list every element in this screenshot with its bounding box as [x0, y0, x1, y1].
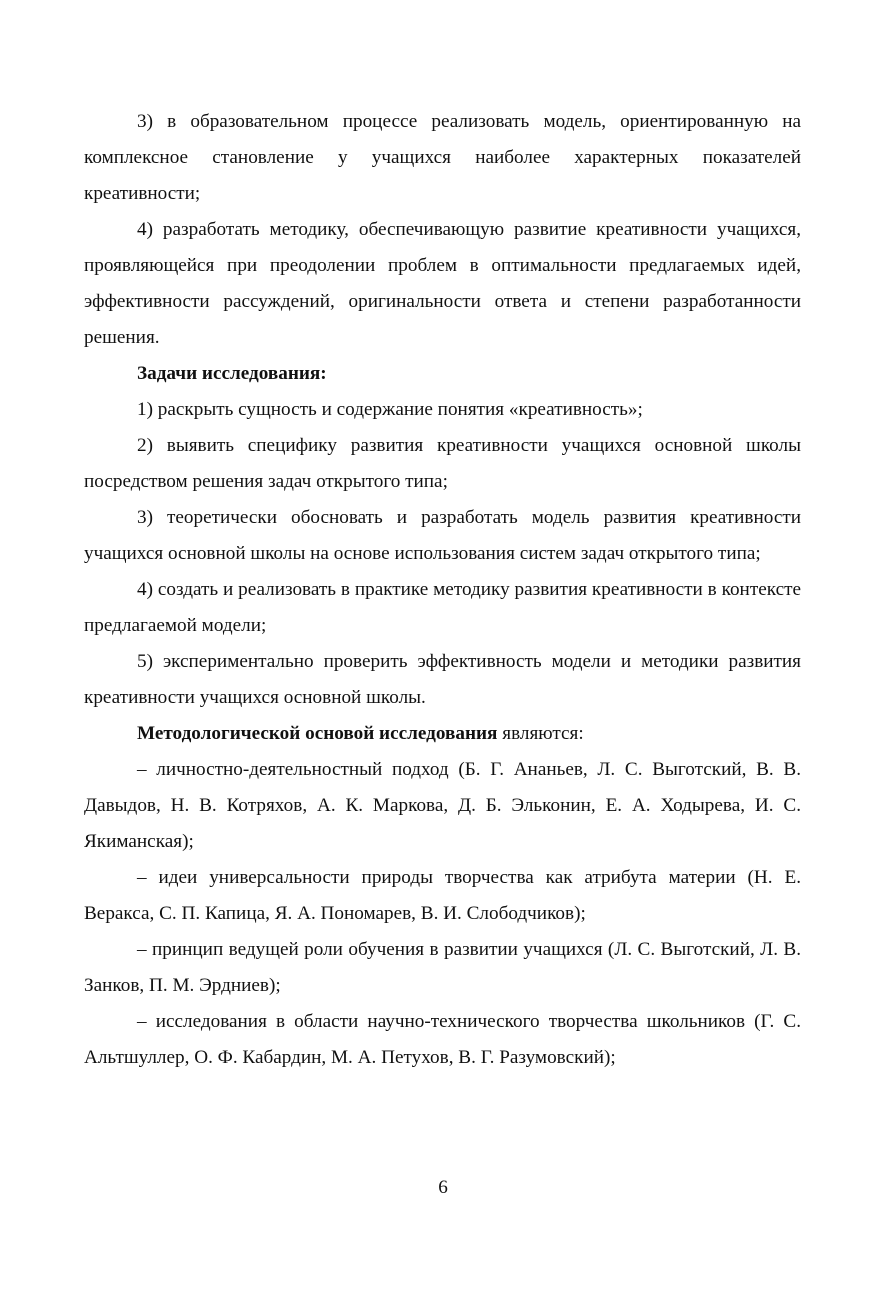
task-item-1: 1) раскрыть сущность и содержание понятия «креативность»; [137, 399, 643, 420]
methodology-heading-bold: Методологической основой исследования [137, 723, 498, 744]
methodology-item-4: – исследования в области научно-технического творчества школьников (Г. С. Альтшуллер, О. Ф. Кабардин, М. А. Петухов, В. Г. Разумовский); [84, 1011, 801, 1068]
document-page [84, 104, 801, 1076]
methodology-heading-rest: являются: [497, 723, 584, 744]
methodology-item-3: – принцип ведущей роли обучения в развитии учащихся (Л. С. Выготский, Л. В. Занков, П. М. Эрдниев); [84, 939, 801, 996]
task-item-2: 2) выявить специфику развития креативности учащихся основной школы посредством решения задач открытого типа; [84, 435, 801, 492]
methodology-heading [84, 716, 801, 752]
paragraph-goal-4: 4) разработать методику, обеспечивающую развитие креативности учащихся, проявляющейся при преодолении проблем в оптимальности предлагаемых идей, эффективности рассуждений, оригинальности ответа и степени разработанности решения. [84, 219, 801, 348]
page-number: 6 [438, 1177, 448, 1198]
paragraph-goal-3: 3) в образовательном процессе реализовать модель, ориентированную на комплексное становление у учащихся наиболее характерных показателей креативности; [84, 111, 801, 204]
task-item-5: 5) экспериментально проверить эффективность модели и методики развития креативности учащихся основной школы. [84, 651, 801, 708]
task-item-4: 4) создать и реализовать в практике методику развития креативности в контексте предлагаемой модели; [84, 579, 801, 636]
methodology-item-2: – идеи универсальности природы творчества как атрибута материи (Н. Е. Веракса, С. П. Капица, Я. А. Пономарев, В. И. Слободчиков); [84, 867, 801, 924]
tasks-heading: Задачи исследования: [137, 363, 327, 384]
task-item-3: 3) теоретически обосновать и разработать модель развития креативности учащихся основной школы на основе использования систем задач открытого типа; [84, 507, 801, 564]
methodology-item-1: – личностно-деятельностный подход (Б. Г. Ананьев, Л. С. Выготский, В. В. Давыдов, Н. В. Котряхов, А. К. Маркова, Д. Б. Эльконин, Е. А. Ходырева, И. С. Якиманская); [84, 759, 801, 852]
